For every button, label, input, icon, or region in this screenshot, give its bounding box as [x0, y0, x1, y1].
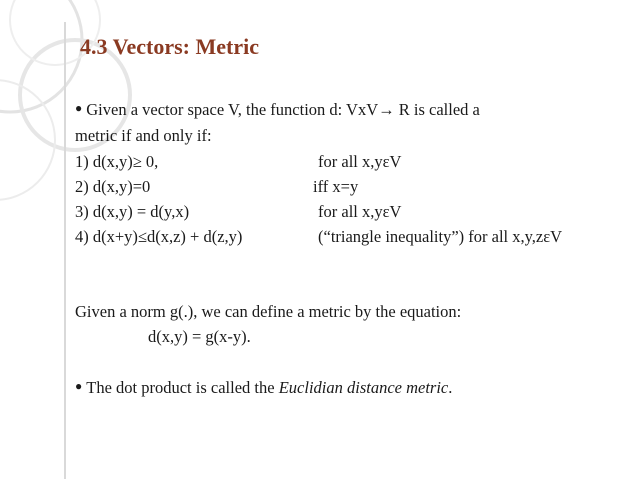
- condition-lhs: 2) d(x,y)=0: [75, 177, 151, 196]
- condition-rhs: iff x=y: [313, 177, 359, 196]
- bullet-line-2: [75, 378, 452, 398]
- bullet-icon: ●: [75, 379, 83, 393]
- norm-text-line1: Given a norm g(.), we can define a metric by the equation:: [75, 302, 462, 321]
- norm-equation: d(x,y) = g(x-y).: [148, 327, 251, 346]
- condition-row: [75, 202, 635, 226]
- bullet-line-1: [75, 100, 480, 120]
- condition-rhs: for all x,yεV: [318, 152, 402, 171]
- bullet1-text-line1: Given a vector space V, the function d: VxV→ R is called a: [86, 100, 480, 119]
- condition-rhs: for all x,yεV: [318, 202, 402, 221]
- bullet-icon: ●: [75, 101, 83, 115]
- bullet2-prefix: The dot product is called the: [86, 378, 279, 397]
- bullet2-suffix: .: [448, 378, 453, 397]
- condition-lhs: 1) d(x,y)≥ 0,: [75, 152, 159, 171]
- bullet2-emphasis: Euclidian distance metric: [278, 378, 449, 397]
- condition-lhs: 3) d(x,y) = d(y,x): [75, 202, 190, 221]
- condition-row: [75, 177, 635, 201]
- condition-lhs: 4) d(x+y)≤d(x,z) + d(z,y): [75, 227, 243, 246]
- condition-rhs: (“triangle inequality”) for all x,y,zεV: [318, 227, 563, 246]
- separator-line: [64, 22, 66, 479]
- condition-row: [75, 227, 635, 251]
- bullet1-text-line2: metric if and only if:: [75, 126, 212, 145]
- condition-row: [75, 152, 635, 176]
- slide-title: 4.3 Vectors: Metric: [80, 34, 259, 59]
